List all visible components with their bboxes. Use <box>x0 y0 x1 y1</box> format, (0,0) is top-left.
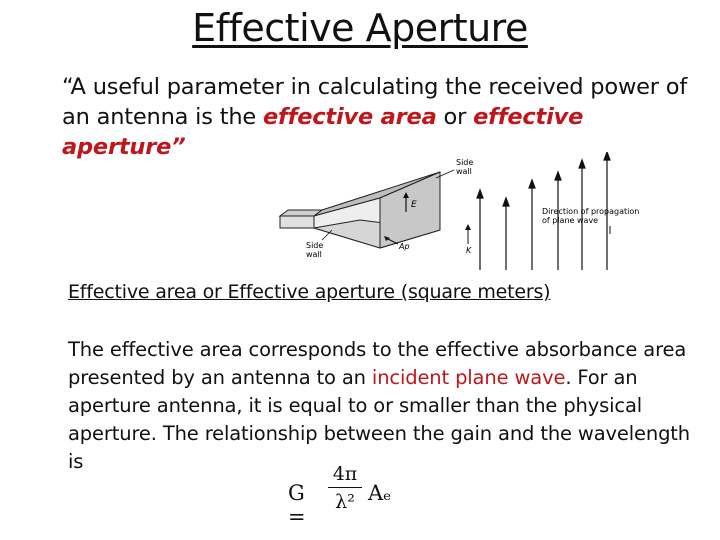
quote-or: or <box>436 104 474 130</box>
k-vector-label: K <box>466 246 472 255</box>
definition-unit: (square meters) <box>394 281 551 303</box>
aperture-label: Ap <box>399 242 410 251</box>
equation-fraction <box>328 462 362 515</box>
side-wall-bottom-label: Side wall <box>306 241 324 259</box>
body-part2: . For an aperture antenna, it is equal to or smaller than the physical aperture. The relationship between the gain and the wavelength is <box>68 366 691 473</box>
equation-denominator: λ² <box>335 491 355 513</box>
fraction-bar <box>328 487 362 488</box>
quote-text <box>62 72 702 162</box>
side-wall-top-label: Side wall <box>456 158 474 176</box>
quote-term-effective-aperture: effective aperture <box>62 104 584 160</box>
e-field-label: E <box>411 200 417 210</box>
definition-heading <box>68 281 550 303</box>
quote-term-effective-area: effective area <box>262 104 437 130</box>
waveguide-feed <box>280 216 314 228</box>
quote-open: “A useful parameter in calculating the received power of an antenna is the <box>62 74 688 130</box>
propagation-direction-label: Direction of propagation of plane wave <box>542 207 640 225</box>
equation-rhs: Aₑ <box>368 481 392 505</box>
body-paragraph <box>68 336 708 476</box>
body-part1: The effective area corresponds to the effective absorbance area presented by an antenna to an <box>68 338 687 389</box>
horn-antenna-figure <box>270 152 670 274</box>
quote-close: ” <box>171 134 186 160</box>
body-highlight: incident plane wave <box>371 366 566 389</box>
equation-numerator: 4π <box>332 463 358 485</box>
slide-title: Effective Aperture <box>192 6 528 50</box>
equation-lhs: G = <box>288 481 306 529</box>
definition-term: Effective area or Effective aperture <box>68 281 395 303</box>
